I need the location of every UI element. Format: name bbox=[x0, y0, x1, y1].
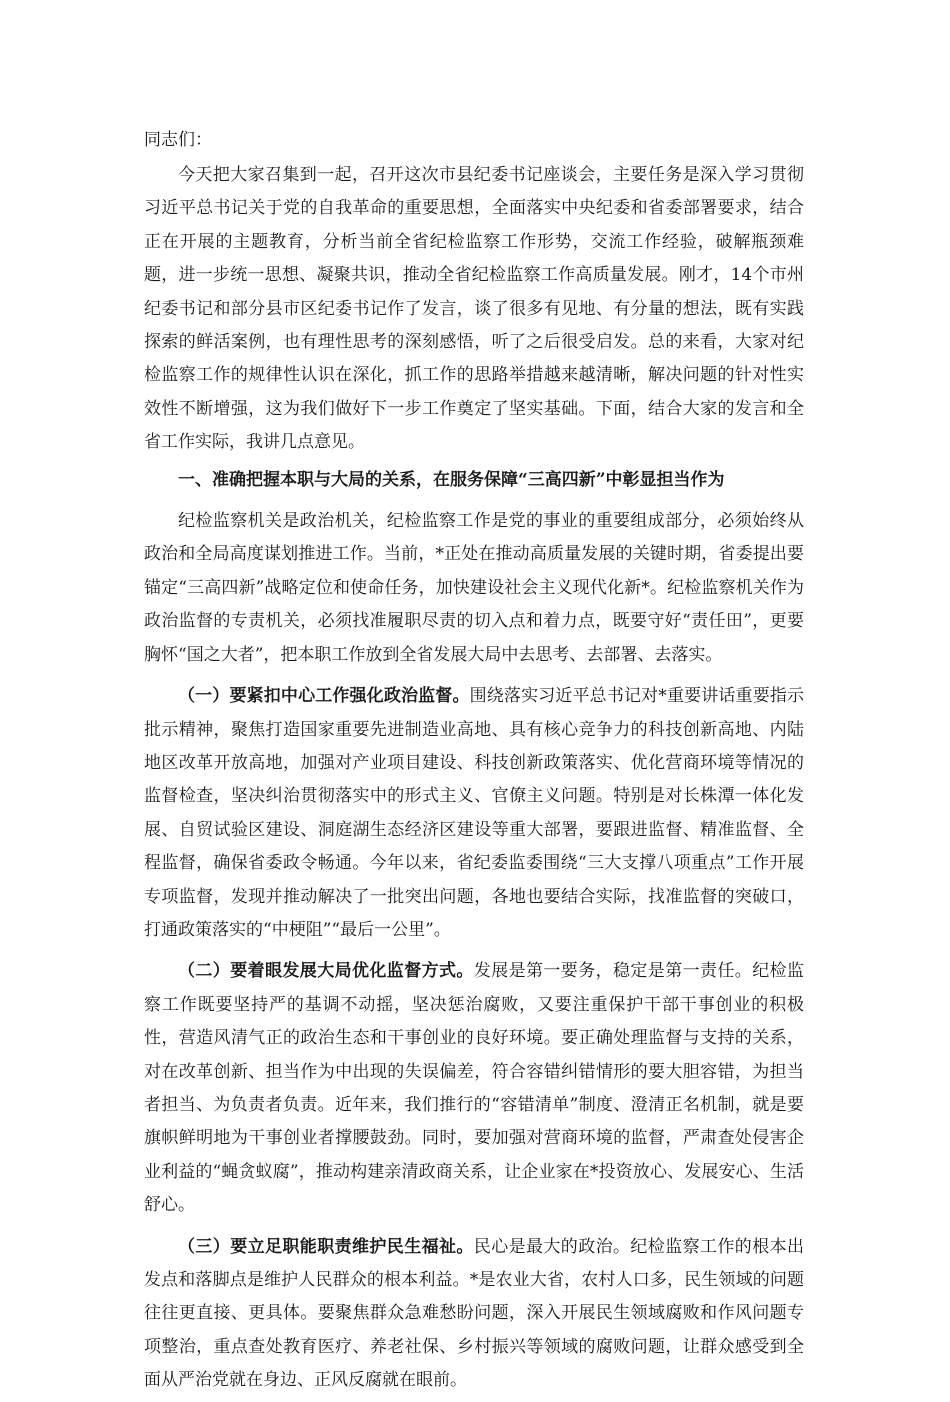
subsection-text: 民心是最大的政治。纪检监察工作的根本出发点和落脚点是维护人民群众的根本利益。*是农业大省，农村人口多，民生领域的问题往往更直接、更具体。要聚焦群众急难愁盼问题，深入开展民生领域腐败和作风问题专项整治，重点查处教育医疗、养老社保、乡村振兴等领域的腐败问题，让群众感受到全面从严治党就在身边、正风反腐就在眼前。 bbox=[144, 1236, 805, 1391]
subsection-paragraph bbox=[144, 1231, 804, 1398]
subsection-paragraph bbox=[144, 680, 804, 947]
section-body-paragraph: 纪检监察机关是政治机关，纪检监察工作是党的事业的重要组成部分，必须始终从政治和全局高度谋划推进工作。当前，*正处在推动高质量发展的关键时期，省委提出要锚定“三高四新”战略定位和使命任务，加快建设社会主义现代化新*。纪检监察机关作为政治监督的专责机关，必须找准履职尽责的切入点和着力点，既要守好“责任田”，更要胸怀“国之大者”，把本职工作放到全省发展大局中去思考、去部署、去落实。 bbox=[144, 511, 804, 665]
intro-paragraph: 今天把大家召集到一起，召开这次市县纪委书记座谈会，主要任务是深入学习贯彻习近平总书记关于党的自我革命的重要思想，全面落实中央纪委和省委部署要求，结合正在开展的主题教育，分析当前全省纪检监察工作形势，交流工作经验，破解瓶颈难题，进一步统一思想、凝聚共识，推动全省纪检监察工作高质量发展。刚才，14个市州纪委书记和部分县市区纪委书记作了发言，谈了很多有见地、有分量的想法，既有实践探索的鲜活案例，也有理性思考的深刻感悟，听了之后很受启发。总的来看，大家对纪检监察工作的规律性认识在深化，抓工作的思路举措越来越清晰，解决问题的针对性实效性不断增强，这为我们做好下一步工作奠定了坚实基础。下面，结合大家的发言和全省工作实际，我讲几点意见。 bbox=[144, 165, 804, 453]
subsection-heading: （三）要立足职能职责维护民生福祉。 bbox=[178, 1236, 474, 1257]
subsection-paragraph bbox=[144, 955, 804, 1222]
subsection-text: 发展是第一要务，稳定是第一责任。纪检监察工作既要坚持严的基调不动摇，坚决惩治腐败，又要注重保护干部干事创业的积极性，营造风清气正的政治生态和干事创业的良好环境。要正确处理监督与支持的关系，对在改革创新、担当作为中出现的失误偏差，符合容错纠错情形的要大胆容错，为担当者担当、为负责者负责。近年来，我们推行的“容错清单”制度、澄清正名机制，就是要旗帜鲜明地为干事创业者撑腰鼓劲。同时，要加强对营商环境的监督，严肃查处侵害企业利益的“蝇贪蚁腐”，推动构建亲清政商关系，让企业家在*投资放心、发展安心、生活舒心。 bbox=[144, 961, 805, 1216]
section-heading: 一、准确把握本职与大局的关系，在服务保障“三高四新”中彰显担当作为 bbox=[178, 469, 725, 490]
subsection-heading: （一）要紧扣中心工作强化政治监督。 bbox=[178, 686, 470, 707]
document-page bbox=[144, 124, 804, 1402]
subsection-heading: （二）要着眼发展大局优化监督方式。 bbox=[178, 961, 474, 982]
subsection-text: 围绕落实习近平总书记对*重要讲话重要指示批示精神，聚焦打造国家重要先进制造业高地、具有核心竞争力的科技创新高地、内陆地区改革开放高地，加强对产业项目建设、科技创新政策落实、优化营商环境等情况的监督检查，坚决纠治贯彻落实中的形式主义、官僚主义问题。特别是对长株潭一体化发展、自贸试验区建设、洞庭湖生态经济区建设等重大部署，要跟进监督、精准监督、全程监督，确保省委政令畅通。今年以来，省纪委监委围绕“三大支撑八项重点”工作开展专项监督，发现并推动解决了一批突出问题，各地也要结合实际，找准监督的突破口，打通政策落实的“中梗阻”“最后一公里”。 bbox=[144, 686, 805, 940]
greeting: 同志们： bbox=[144, 130, 212, 150]
